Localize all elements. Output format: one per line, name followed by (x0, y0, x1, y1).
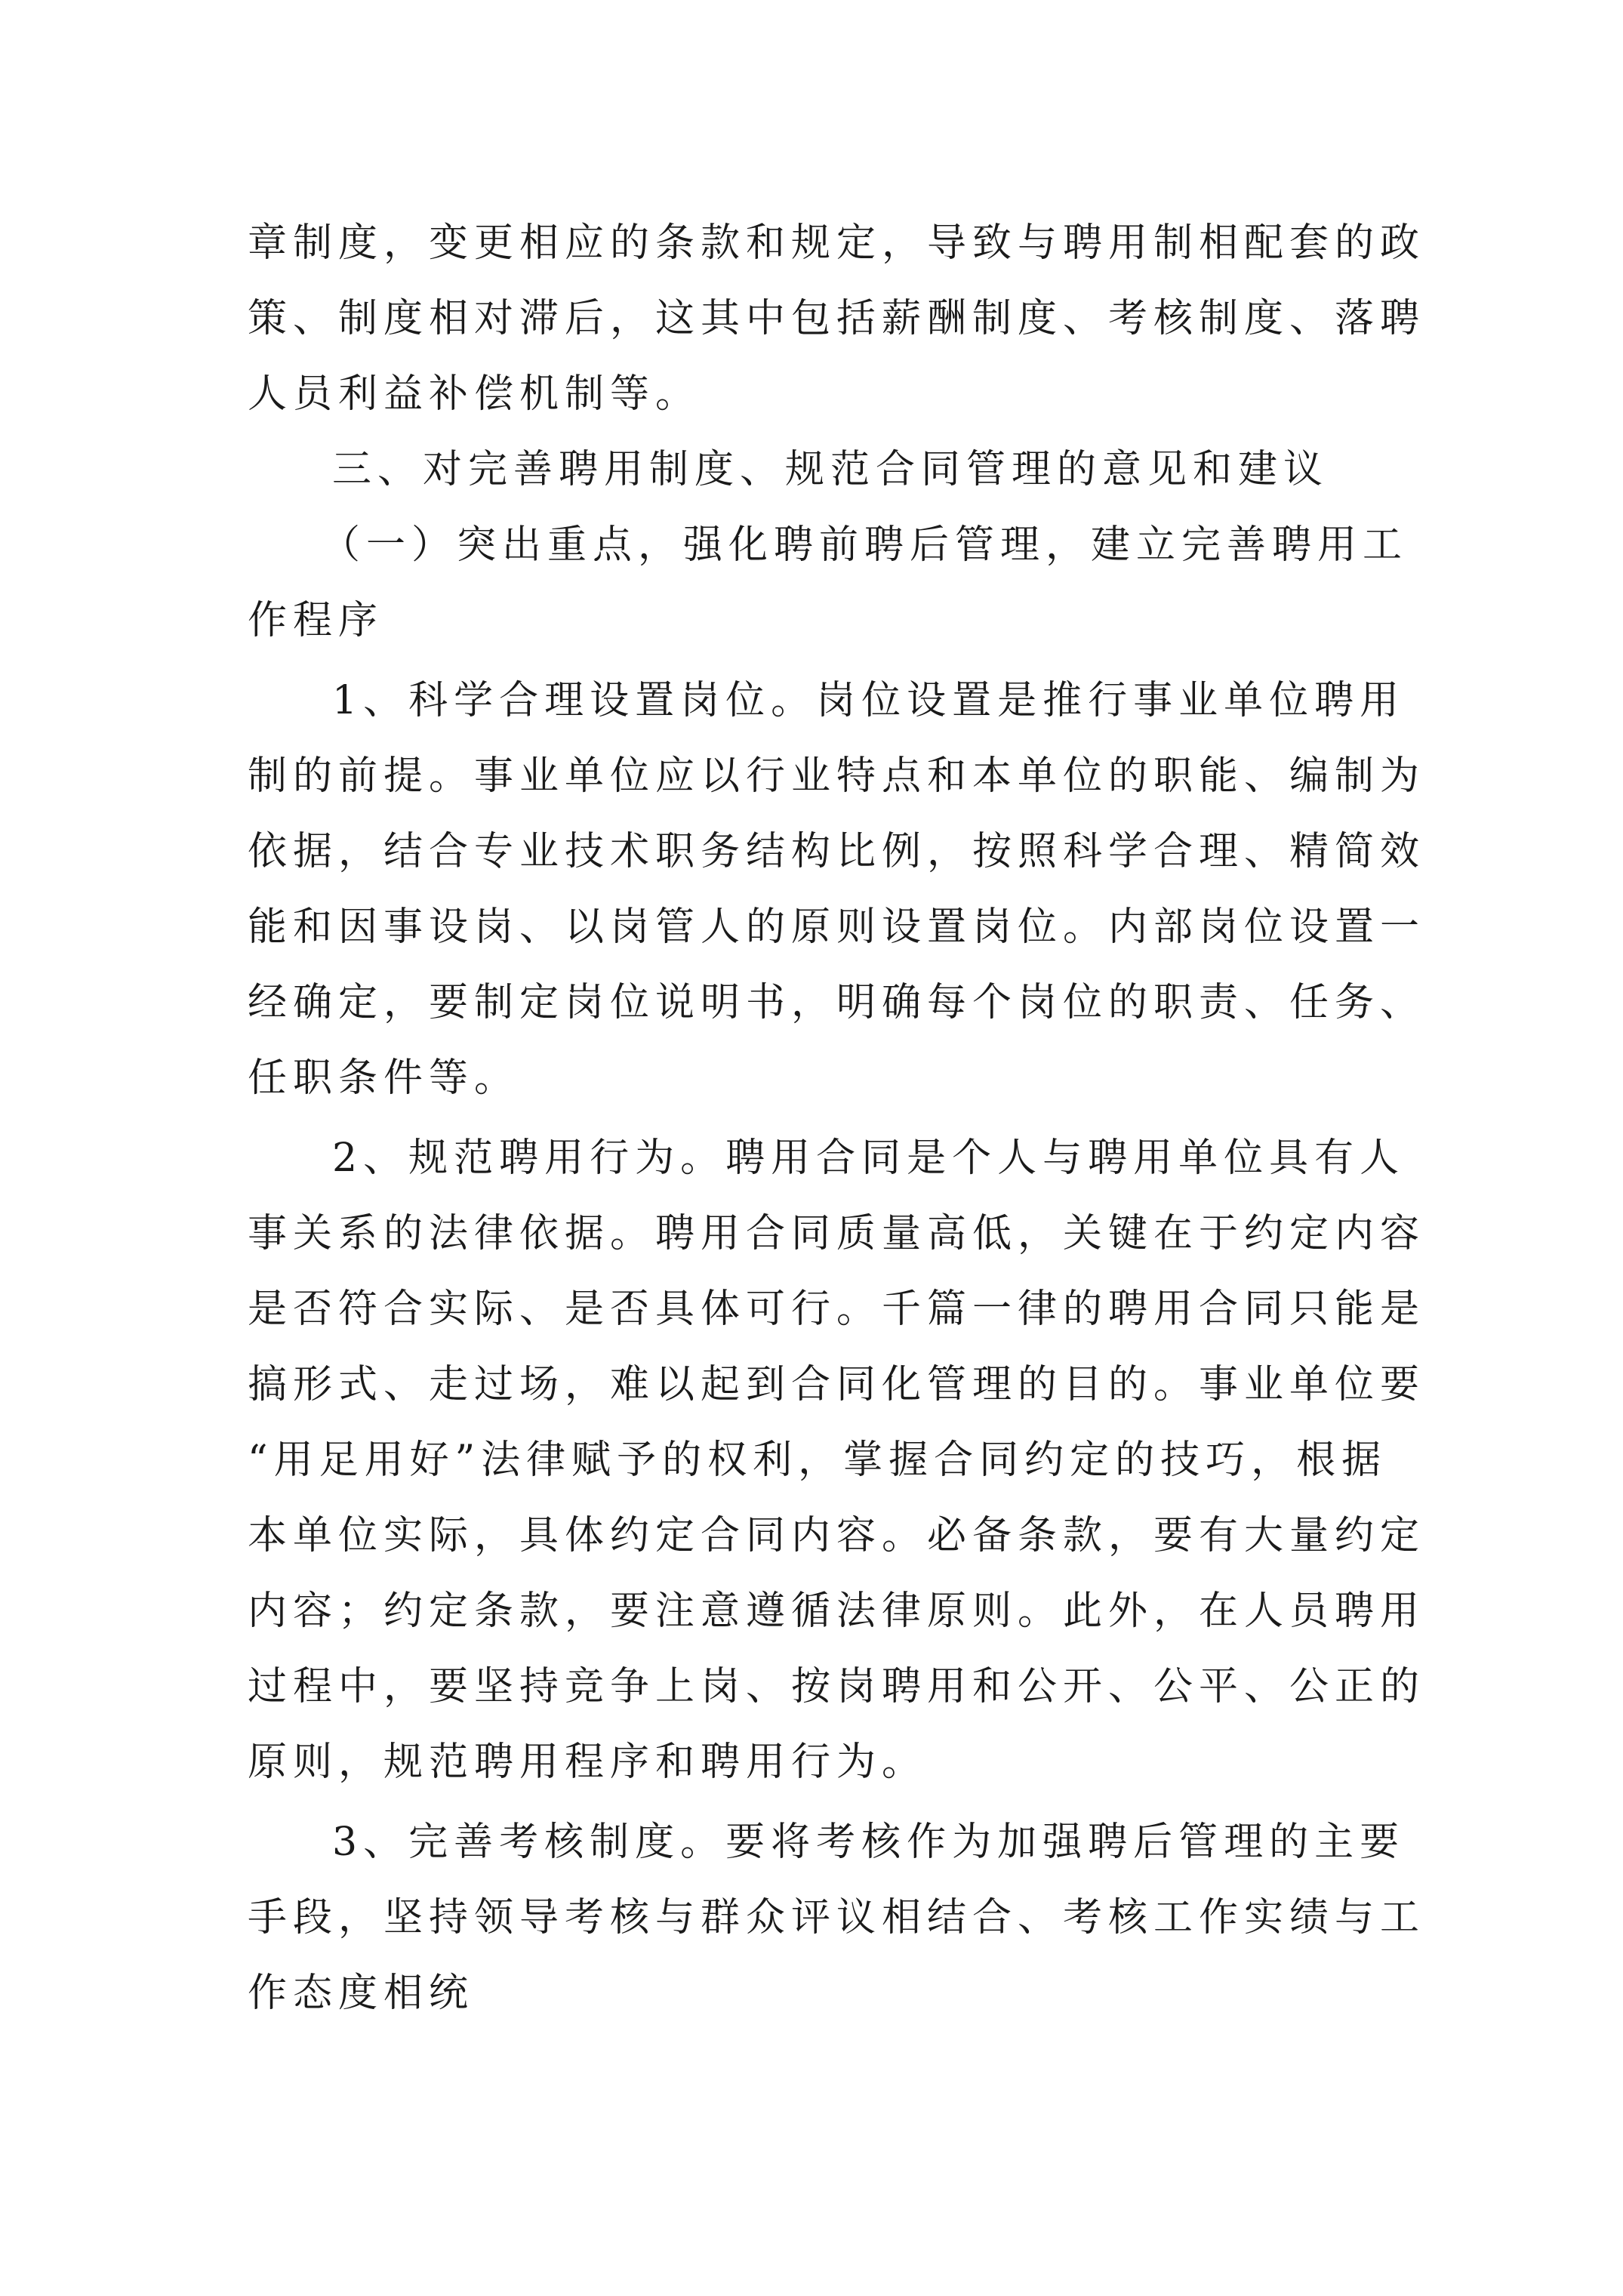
text-line: 依据，结合专业技术职务结构比例，按照科学合理、精简效 (248, 829, 1426, 874)
text-line: 能和因事设岗、以岗管人的原则设置岗位。内部岗位设置一 (248, 905, 1426, 950)
text-line: 内容；约定条款，要注意遵循法律原则。此外，在人员聘用 (248, 1589, 1426, 1634)
subsection-heading: （一）突出重点，强化聘前聘后管理，建立完善聘用工 (321, 522, 1409, 568)
text-line: 事关系的法律依据。聘用合同质量高低，关键在于约定内容 (248, 1211, 1426, 1256)
text-line: 搞形式、走过场，难以起到合同化管理的目的。事业单位要 (248, 1362, 1426, 1407)
text-line: “用足用好”法律赋予的权利，掌握合同约定的技巧，根据 (248, 1438, 1387, 1483)
text-line: 过程中，要坚持竞争上岗、按岗聘用和公开、公平、公正的 (248, 1664, 1426, 1709)
text-line: 是否符合实际、是否具体可行。千篇一律的聘用合同只能是 (248, 1287, 1426, 1332)
text-line: 原则，规范聘用程序和聘用行为。 (248, 1740, 928, 1785)
paragraph-3-start: 3、完善考核制度。要将考核作为加强聘后管理的主要 (332, 1820, 1406, 1865)
subsection-heading-continued: 作程序 (248, 598, 384, 643)
text-line: 作态度相统 (248, 1971, 475, 2016)
text-line: 章制度，变更相应的条款和规定，导致与聘用制相配套的政 (248, 220, 1426, 266)
text-line: 经确定，要制定岗位说明书，明确每个岗位的职责、任务、 (248, 980, 1426, 1025)
section-heading: 三、对完善聘用制度、规范合同管理的意见和建议 (332, 447, 1329, 492)
text-line: 手段，坚持领导考核与群众评议相结合、考核工作实绩与工 (248, 1895, 1426, 1940)
text-line: 任职条件等。 (248, 1056, 520, 1101)
text-line: 策、制度相对滞后，这其中包括薪酬制度、考核制度、落聘 (248, 296, 1426, 341)
text-line: 本单位实际，具体约定合同内容。必备条款，要有大量约定 (248, 1513, 1426, 1558)
text-line: 人员利益补偿机制等。 (248, 371, 701, 417)
paragraph-2-start: 2、规范聘用行为。聘用合同是个人与聘用单位具有人 (332, 1136, 1406, 1181)
text-line: 制的前提。事业单位应以行业特点和本单位的职能、编制为 (248, 754, 1426, 799)
paragraph-1-start: 1、科学合理设置岗位。岗位设置是推行事业单位聘用 (332, 678, 1406, 723)
